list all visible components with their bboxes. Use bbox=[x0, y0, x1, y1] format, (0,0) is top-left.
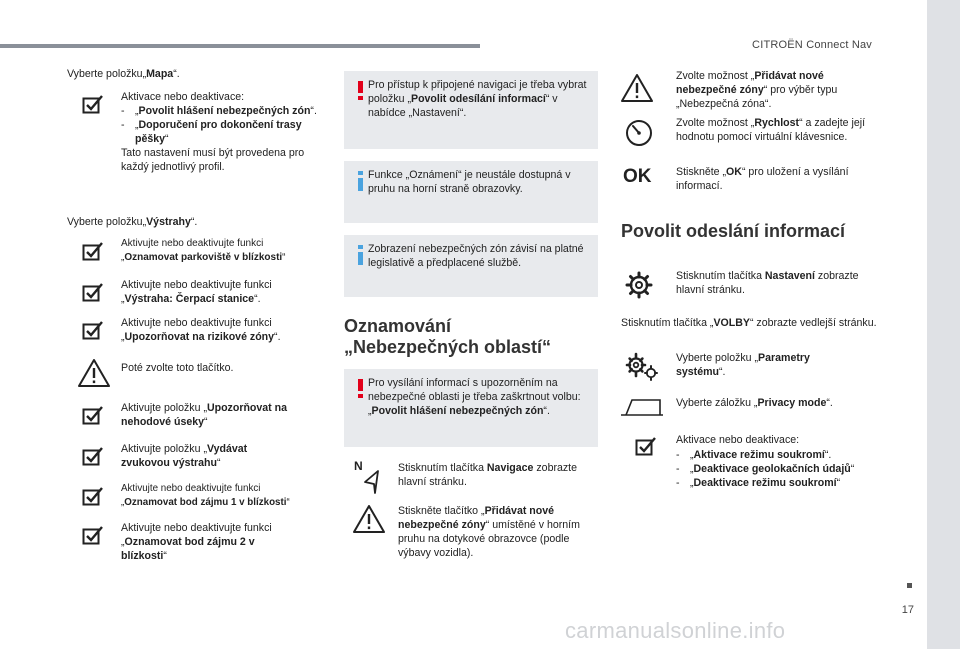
mapa-check-item-1: - „Povolit hlášení nebezpečných zón“. bbox=[121, 104, 321, 118]
note-info-notifications: Funkce „Oznámení“ je neustále dostupná v pruhu na horní straně obrazovky. bbox=[344, 161, 598, 223]
speed-step: Zvolte možnost „Rychlost“ a zadejte její hodnotu pomocí virtuální klávesnice. bbox=[676, 117, 866, 143]
note-warning-enable-zones: Pro vysílání informací s upozorněním na nebezpečné oblasti je třeba zaškrtnout volbu: „Povolit hlášení nebezpečných zón“. bbox=[344, 369, 598, 447]
check-item-risk-zones: Aktivujte nebo deaktivujte funkci „Upozorňovat na rizikové zóny“. bbox=[121, 317, 281, 343]
check-item-accidents: Aktivujte položku „Upozorňovat na nehodové úseky“ bbox=[121, 402, 288, 428]
settings-step: Stisknutím tlačítka Nastavení zobrazte hlavní stránku. bbox=[676, 270, 859, 296]
checkbox-icon bbox=[82, 320, 104, 340]
svg-text:N: N bbox=[354, 459, 363, 473]
mapa-intro: Vyberte položku„Mapa“. bbox=[67, 68, 180, 80]
privacy-check-item-3: - „Deaktivace režimu soukromí“ bbox=[676, 476, 881, 490]
ok-button-icon: OK bbox=[623, 166, 652, 187]
privacy-check-intro: Aktivace nebo deaktivace: bbox=[676, 434, 800, 446]
checkbox-icon bbox=[82, 486, 104, 506]
check-item-fuel: Aktivujte nebo deaktivujte funkci „Výstraha: Čerpací stanice“. bbox=[121, 279, 272, 305]
system-settings-gears-icon bbox=[623, 351, 659, 381]
checkbox-icon bbox=[82, 282, 104, 302]
mapa-check-block bbox=[121, 90, 321, 174]
section-heading-send-info: Povolit odeslání informací bbox=[621, 221, 846, 241]
page-number: 17 bbox=[901, 604, 914, 616]
privacy-tab-step: Vyberte záložku „Privacy mode“. bbox=[676, 397, 833, 409]
check-item-sound-alert: Aktivujte položku „Vydávat zvukovou výstrahu“ bbox=[121, 443, 248, 469]
header-title: CITROËN Connect Nav bbox=[752, 39, 872, 51]
info-mark-icon bbox=[358, 171, 363, 175]
warning-icon bbox=[352, 504, 386, 534]
mapa-check-note: Tato nastavení musí být provedena pro každý jednotlivý profil. bbox=[121, 147, 305, 173]
header-rule bbox=[0, 44, 480, 48]
gear-icon bbox=[625, 271, 653, 299]
warning-icon bbox=[620, 73, 654, 103]
watermark: carmanualsonline.info bbox=[565, 618, 786, 643]
check-item-poi-1: Aktivujte nebo deaktivujte funkci „Oznamovat bod zájmu 1 v blízkosti“ bbox=[121, 483, 290, 508]
mapa-check-item-2: - „Doporučení pro dokončení trasy pěšky“ bbox=[121, 118, 321, 146]
warning-mark-icon bbox=[358, 81, 363, 93]
continuation-mark bbox=[907, 583, 912, 588]
vystrahy-intro: Vyberte položku„Výstrahy“. bbox=[67, 216, 198, 228]
options-step: Stisknutím tlačítka „VOLBY“ zobrazte vedlejší stránku. bbox=[621, 317, 877, 329]
mapa-check-intro: Aktivace nebo deaktivace: bbox=[121, 91, 245, 103]
checkbox-icon bbox=[82, 405, 104, 425]
privacy-check-item-1: - „Aktivace režimu soukromí“. bbox=[676, 448, 881, 462]
note-info-legislation: Zobrazení nebezpečných zón závisí na platné legislativě a předplacené službě. bbox=[344, 235, 598, 297]
warning-mark-icon bbox=[358, 379, 363, 391]
privacy-check-block bbox=[676, 433, 881, 490]
checkbox-icon bbox=[635, 436, 657, 456]
add-zone-step-text: Stiskněte tlačítko „Přidávat nové nebezpečné zóny“ umístěné v horním pruhu na dotykové obrazovce (podle výbavy vozidla). bbox=[398, 505, 580, 559]
page-side-strip bbox=[927, 0, 960, 649]
warning-text: Poté zvolte toto tlačítko. bbox=[121, 362, 234, 374]
checkbox-icon bbox=[82, 241, 104, 261]
check-item-poi-2: Aktivujte nebo deaktivujte funkci „Oznamovat bod zájmu 2 v blízkosti“ bbox=[121, 522, 272, 562]
navigation-icon bbox=[352, 458, 382, 496]
note-warning-connected-nav: Pro přístup k připojené navigaci je třeba vybrat položku „Povolit odesílání informací“ v nabídce „Nastavení“. bbox=[344, 71, 598, 149]
checkbox-icon bbox=[82, 525, 104, 545]
check-item-parking: Aktivujte nebo deaktivujte funkci „Oznamovat parkoviště v blízkosti“ bbox=[121, 238, 286, 263]
section-heading-danger-zones: Oznamování „Nebezpečných oblastí“ bbox=[344, 316, 552, 357]
info-mark-icon bbox=[358, 245, 363, 249]
privacy-check-item-2: - „Deaktivace geolokačních údajů“ bbox=[676, 462, 881, 476]
nav-step-text: Stisknutím tlačítka Navigace zobrazte hlavní stránku. bbox=[398, 462, 578, 488]
checkbox-icon bbox=[82, 94, 104, 114]
add-zone-type-step: Zvolte možnost „Přidávat nové nebezpečné zóny“ pro výběr typu „Nebezpečná zóna“. bbox=[676, 70, 838, 110]
tab-icon bbox=[620, 397, 664, 417]
checkbox-icon bbox=[82, 446, 104, 466]
ok-step: Stiskněte „OK“ pro uložení a vysílání informací. bbox=[676, 166, 849, 192]
system-params-step: Vyberte položku „Parametry systému“. bbox=[676, 352, 810, 378]
warning-icon bbox=[77, 358, 111, 388]
speedometer-icon bbox=[624, 118, 654, 148]
